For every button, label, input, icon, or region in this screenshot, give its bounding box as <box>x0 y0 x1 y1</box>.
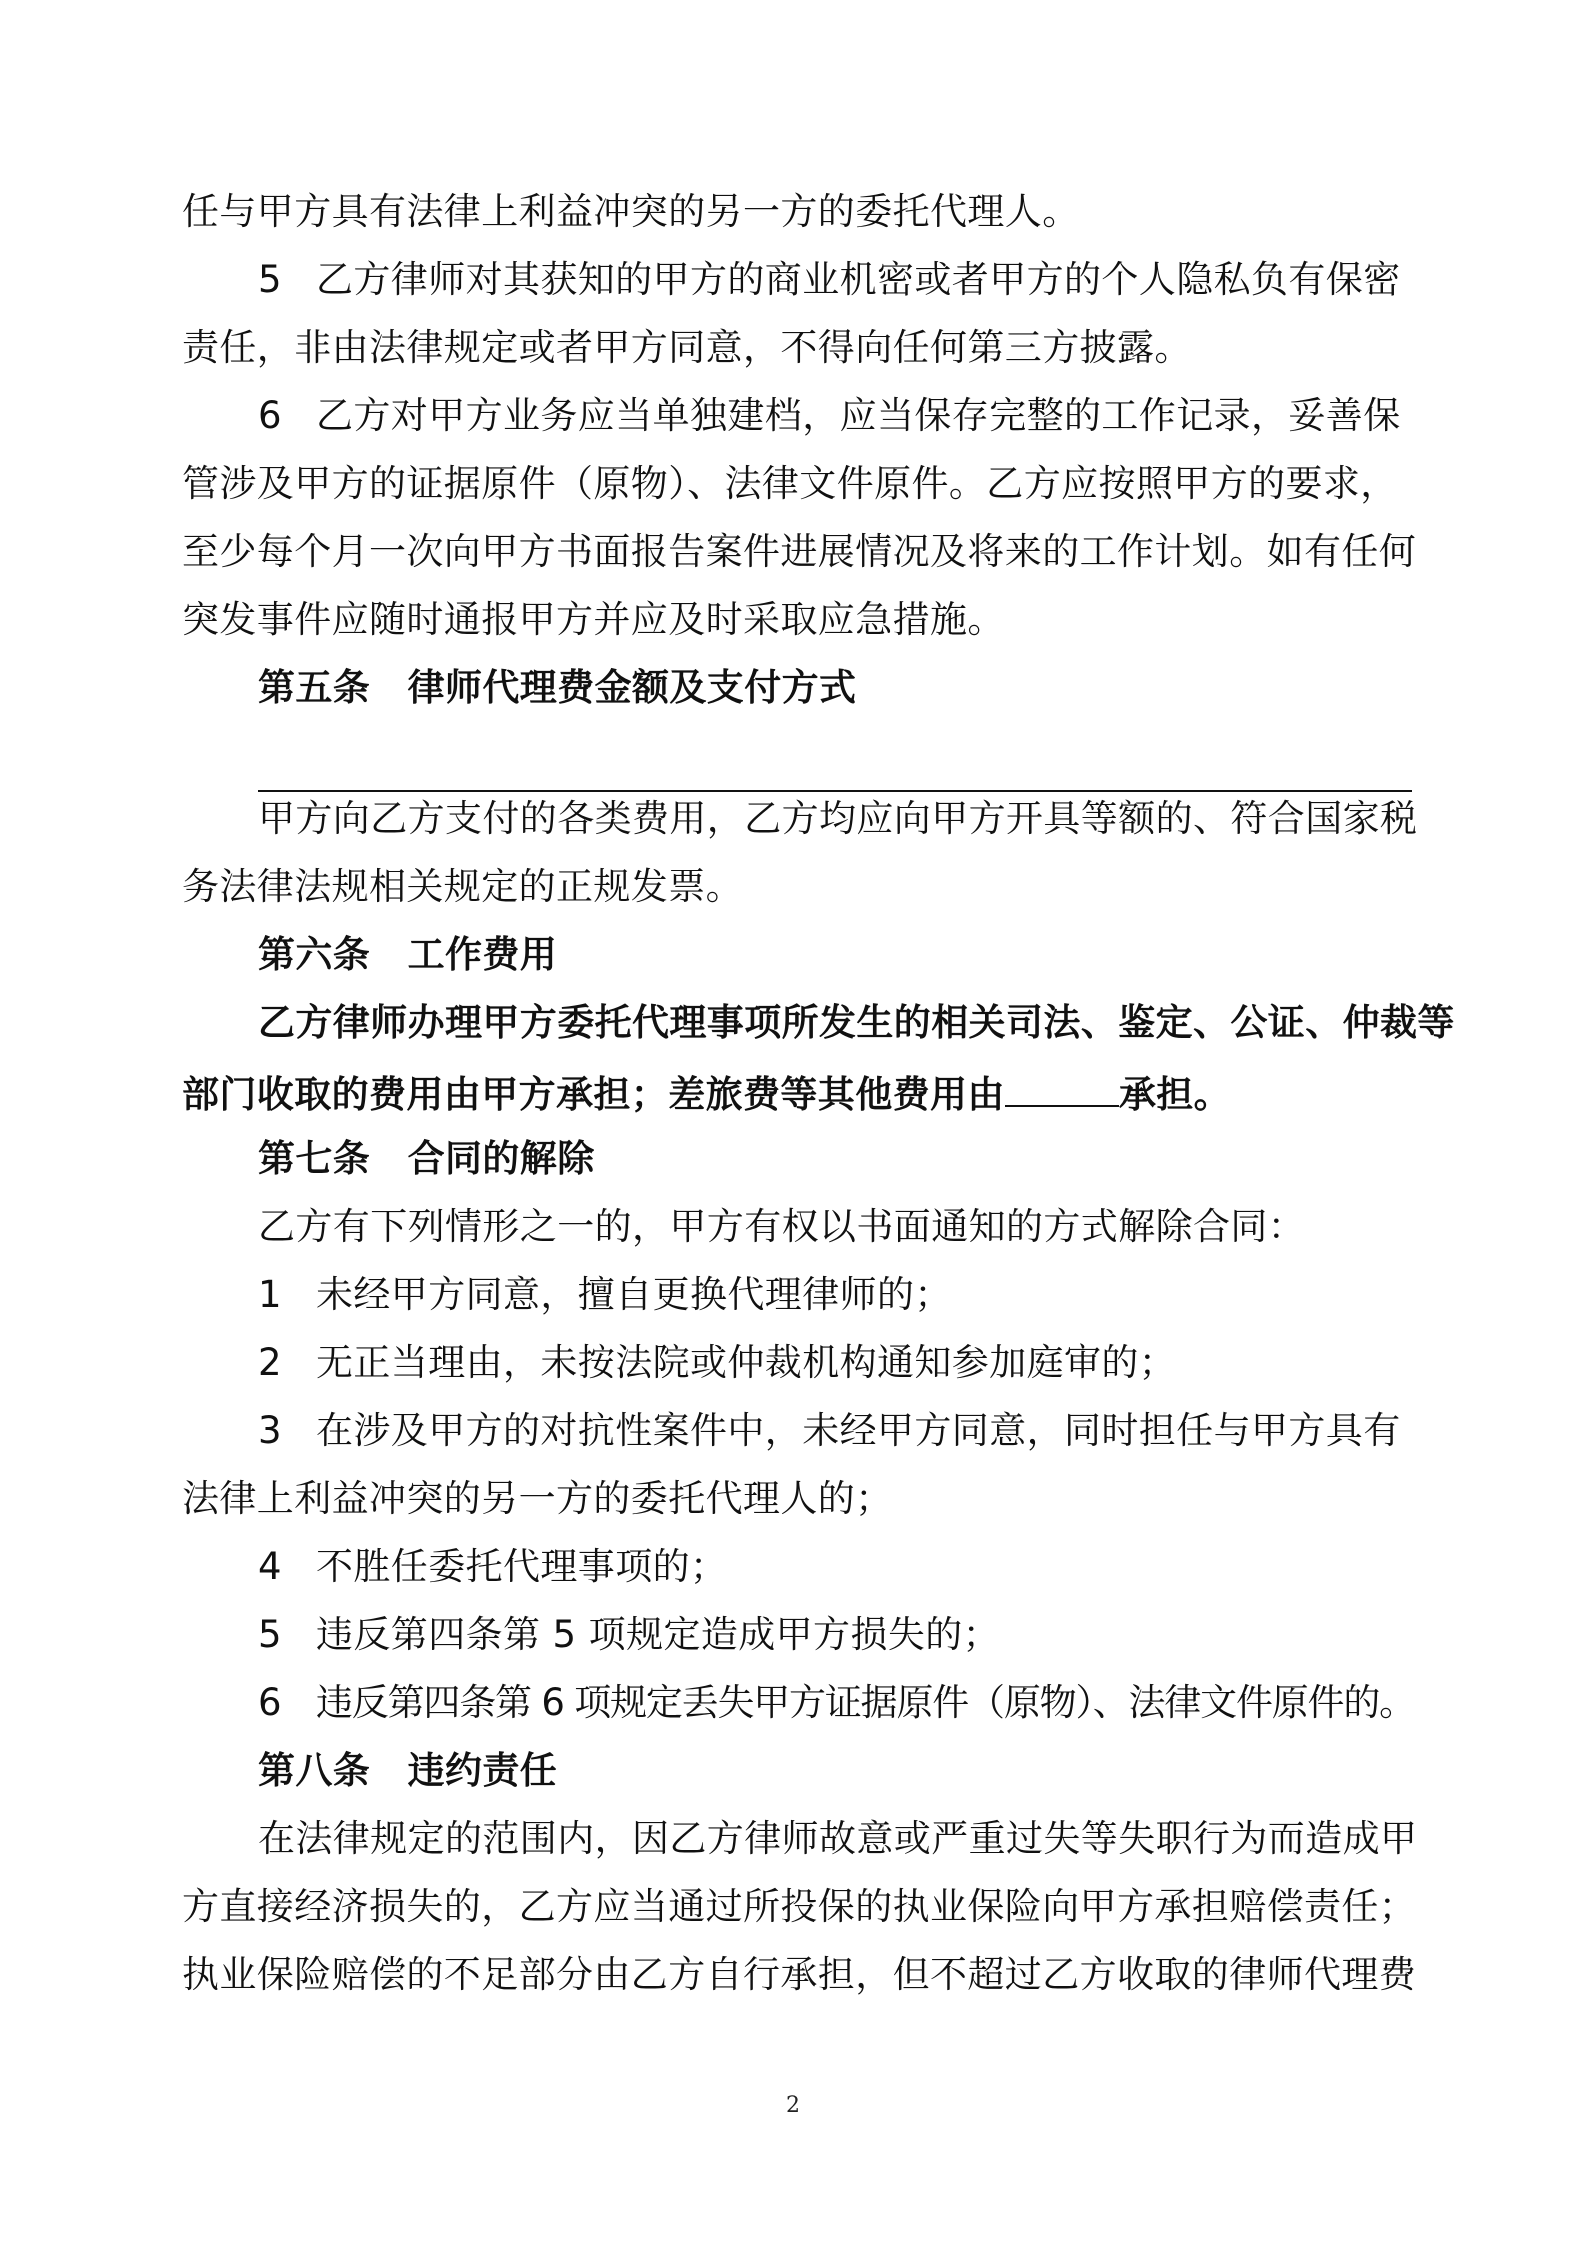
article-8-line-3: 执业保险赔偿的不足部分由乙方自行承担，但不超过乙方收取的律师代理费 <box>182 1953 1417 1996</box>
clause-6-line-1 <box>258 392 1412 440</box>
clause-number: 6 <box>258 394 282 437</box>
clause-text: 乙方对甲方业务应当单独建档，应当保存完整的工作记录，妥善保 <box>316 394 1401 437</box>
paragraph-4-continuation: 任与甲方具有法律上利益冲突的另一方的委托代理人。 <box>182 190 1080 233</box>
expense-party-blank <box>1005 1067 1119 1107</box>
article-8-line-2: 方直接经济损失的，乙方应当通过所投保的执业保险向甲方承担赔偿责任； <box>182 1885 1417 1928</box>
article-8-heading: 第八条 违约责任 <box>258 1749 558 1792</box>
item-number: 4 <box>258 1545 282 1588</box>
article-5-line-1: 甲方向乙方支付的各类费用，乙方均应向甲方开具等额的、符合国家税 <box>258 797 1418 840</box>
article-6-line-2-text: 部门收取的费用由甲方承担；差旅费等其他费用由 <box>182 1073 1005 1116</box>
article-7-heading: 第七条 合同的解除 <box>258 1137 595 1180</box>
article-7-item-4 <box>258 1543 1412 1591</box>
article-5-line-2: 务法律法规相关规定的正规发票。 <box>182 865 743 908</box>
clause-5-line-2: 责任，非由法律规定或者甲方同意，不得向任何第三方披露。 <box>182 326 1192 369</box>
article-7-item-3 <box>258 1407 1412 1455</box>
clause-6-line-4: 突发事件应随时通报甲方并应及时采取应急措施。 <box>182 598 1005 641</box>
page-number: 2 <box>786 2093 800 2118</box>
article-7-item-2 <box>258 1339 1412 1387</box>
article-7-intro: 乙方有下列情形之一的，甲方有权以书面通知的方式解除合同： <box>258 1205 1306 1248</box>
article-7-item-3-continuation: 法律上利益冲突的另一方的委托代理人的； <box>182 1477 893 1520</box>
article-8-line-1: 在法律规定的范围内，因乙方律师故意或严重过失等失职行为而造成甲 <box>258 1817 1418 1860</box>
item-number: 3 <box>258 1409 282 1452</box>
article-5-heading: 第五条 律师代理费金额及支付方式 <box>258 666 857 709</box>
item-text: 违反第四条第 5 项规定造成甲方损失的； <box>316 1613 1001 1656</box>
item-text: 未经甲方同意，擅自更换代理律师的； <box>316 1273 952 1316</box>
clause-6-line-3: 至少每个月一次向甲方书面报告案件进展情况及将来的工作计划。如有任何 <box>182 530 1417 573</box>
article-6-line-1: 乙方律师办理甲方委托代理事项所发生的相关司法、鉴定、公证、仲裁等 <box>258 1001 1455 1044</box>
item-text: 无正当理由，未按法院或仲裁机构通知参加庭审的； <box>316 1341 1177 1384</box>
item-number: 6 <box>258 1681 281 1724</box>
clause-text: 乙方律师对其获知的甲方的商业机密或者甲方的个人隐私负有保密 <box>316 258 1401 301</box>
item-text: 违反第四条第 6 项规定丢失甲方证据原件（原物）、法律文件原件的。 <box>316 1681 1415 1724</box>
item-number: 2 <box>258 1341 282 1384</box>
item-text: 在涉及甲方的对抗性案件中，未经甲方同意，同时担任与甲方具有 <box>316 1409 1401 1452</box>
article-6-line-2-end: 承担。 <box>1118 1073 1232 1116</box>
item-number: 1 <box>258 1273 282 1316</box>
article-7-item-6 <box>258 1679 1415 1727</box>
item-number: 5 <box>258 1613 282 1656</box>
clause-5-line-1 <box>258 256 1412 304</box>
clause-number: 5 <box>258 258 282 301</box>
clause-6-line-2: 管涉及甲方的证据原件（原物）、法律文件原件。乙方应按照甲方的要求， <box>182 462 1398 505</box>
article-7-item-5 <box>258 1611 1412 1659</box>
fee-blank-line <box>258 790 1412 792</box>
article-7-item-1 <box>258 1271 1412 1319</box>
item-text: 不胜任委托代理事项的； <box>316 1545 728 1588</box>
article-6-heading: 第六条 工作费用 <box>258 933 558 976</box>
article-6-line-2 <box>182 1067 1412 1119</box>
